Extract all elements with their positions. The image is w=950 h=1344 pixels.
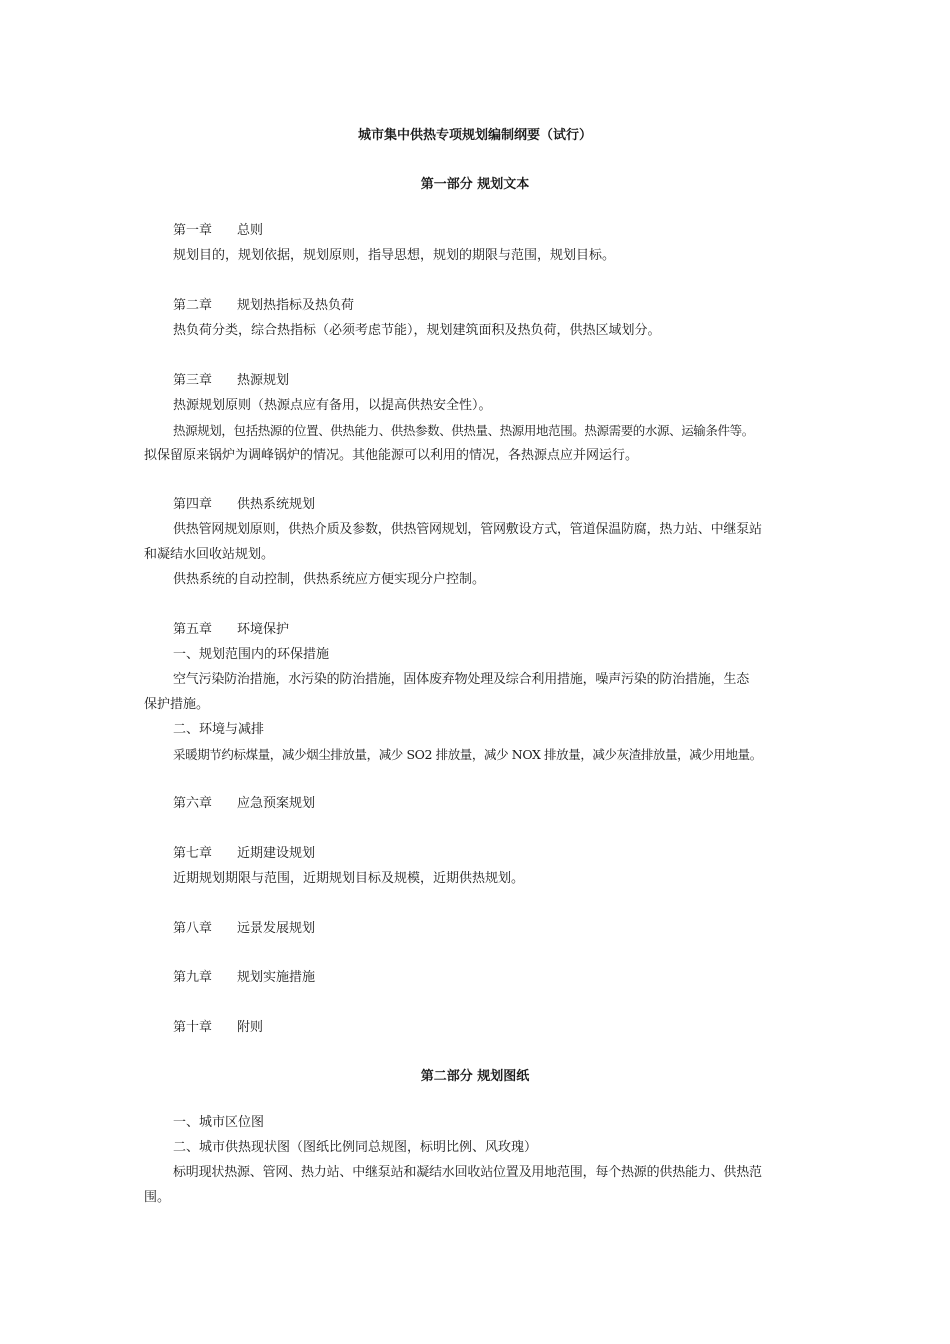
document-title: 城市集中供热专项规划编制纲要（试行） <box>357 128 592 143</box>
chapter-name: 规划实施措施 <box>237 970 316 985</box>
chapter-3-paragraph-2-line-1: 热源规划，包括热源的位置、供热能力、供热参数、供热量、热源用地范围。热源需要的水源、运输条件等。 <box>173 423 754 438</box>
chapter-number: 第六章 <box>173 796 213 811</box>
chapter-name: 远景发展规划 <box>237 921 316 936</box>
chapter-heading-4 <box>173 497 315 513</box>
chapter-5-section-1-line-2: 保护措施。 <box>144 697 210 712</box>
chapter-number: 第二章 <box>173 298 213 313</box>
chapter-5-section-1-line-1: 空气污染防治措施，水污染的防治措施，固体废弃物处理及综合利用措施，噪声污染的防治措施，生态 <box>173 672 750 687</box>
chapter-name: 应急预案规划 <box>237 796 316 811</box>
chapter-5-section-2: 二、环境与减排 <box>173 722 265 737</box>
chapter-2-body: 热负荷分类，综合热指标（必须考虑节能），规划建筑面积及热负荷，供热区域划分。 <box>173 323 661 338</box>
chapter-name: 附则 <box>237 1020 264 1035</box>
chapter-3-paragraph-2-line-2: 拟保留原来锅炉为调峰锅炉的情况。其他能源可以利用的情况，各热源点应并网运行。 <box>144 448 639 463</box>
chapter-name: 供热系统规划 <box>237 497 316 512</box>
drawing-item-2-line-1: 标明现状热源、管网、热力站、中继泵站和凝结水回收站位置及用地范围，每个热源的供热能力、供热范 <box>173 1165 762 1180</box>
chapter-name: 规划热指标及热负荷 <box>237 298 355 313</box>
chapter-heading-6 <box>173 796 315 812</box>
chapter-3-paragraph-1: 热源规划原则（热源点应有备用，以提高供热安全性）。 <box>173 398 492 413</box>
part-heading-2: 第二部分 规划图纸 <box>420 1069 530 1084</box>
chapter-name: 热源规划 <box>237 373 290 388</box>
chapter-7-body: 近期规划期限与范围，近期规划目标及规模，近期供热规划。 <box>173 871 525 886</box>
chapter-number: 第十章 <box>173 1020 213 1035</box>
drawing-item-2: 二、城市供热现状图（图纸比例同总规图，标明比例、风玫瑰） <box>173 1140 538 1155</box>
chapter-heading-5 <box>173 622 289 638</box>
part-heading-1: 第一部分 规划文本 <box>420 177 530 192</box>
chapter-heading-10 <box>173 1020 263 1036</box>
chapter-heading-8 <box>173 921 315 937</box>
chapter-heading-2 <box>173 298 354 314</box>
chapter-name: 环境保护 <box>237 622 290 637</box>
chapter-name: 总则 <box>237 223 264 238</box>
chapter-name: 近期建设规划 <box>237 846 316 861</box>
chapter-5-section-2-body: 采暖期节约标煤量，减少烟尘排放量，减少 SO2 排放量，减少 NOX 排放量，减少灰渣排放量，减少用地量。 <box>173 747 762 762</box>
chapter-heading-1 <box>173 223 263 239</box>
chapter-number: 第三章 <box>173 373 213 388</box>
chapter-heading-3 <box>173 373 289 389</box>
chapter-number: 第四章 <box>173 497 213 512</box>
chapter-heading-9 <box>173 970 315 986</box>
chapter-1-body: 规划目的，规划依据，规划原则，指导思想，规划的期限与范围，规划目标。 <box>173 248 616 263</box>
chapter-number: 第一章 <box>173 223 213 238</box>
drawing-item-1: 一、城市区位图 <box>173 1115 265 1130</box>
chapter-4-paragraph-1-line-1: 供热管网规划原则，供热介质及参数，供热管网规划，管网敷设方式，管道保温防腐，热力站、中继泵站 <box>173 522 762 537</box>
chapter-5-section-1: 一、规划范围内的环保措施 <box>173 647 330 662</box>
chapter-4-paragraph-1-line-2: 和凝结水回收站规划。 <box>144 547 275 562</box>
chapter-4-paragraph-2: 供热系统的自动控制，供热系统应方便实现分户控制。 <box>173 572 486 587</box>
chapter-number: 第五章 <box>173 622 213 637</box>
chapter-heading-7 <box>173 846 315 862</box>
drawing-item-2-line-2: 围。 <box>144 1190 171 1205</box>
chapter-number: 第九章 <box>173 970 213 985</box>
chapter-number: 第七章 <box>173 846 213 861</box>
chapter-number: 第八章 <box>173 921 213 936</box>
